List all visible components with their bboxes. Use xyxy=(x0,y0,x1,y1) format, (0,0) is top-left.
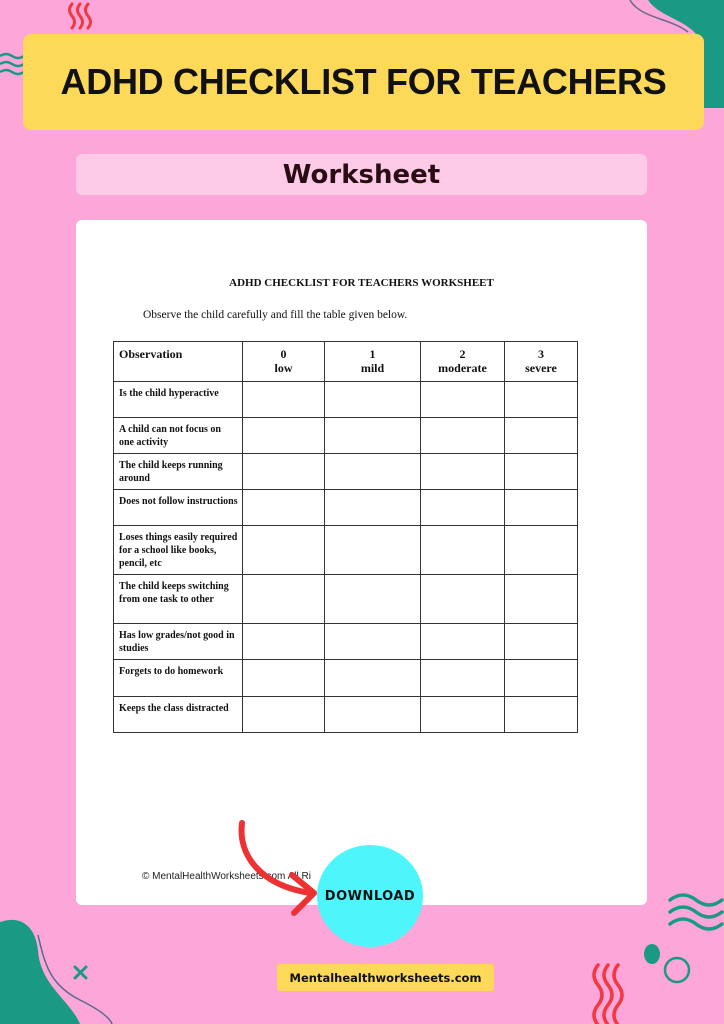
cell xyxy=(325,418,421,454)
title-banner xyxy=(23,34,704,130)
cell xyxy=(325,454,421,490)
cell xyxy=(243,624,325,660)
cell xyxy=(505,660,578,697)
site-link[interactable] xyxy=(277,964,494,991)
cell xyxy=(421,697,505,733)
teal-wave-right-icon xyxy=(670,895,722,929)
table-row: Keeps the class distracted xyxy=(114,697,578,733)
red-squiggle-bottom-icon xyxy=(594,965,622,1024)
cell xyxy=(243,454,325,490)
column-header-observation: Observation xyxy=(114,342,243,382)
table-row: A child can not focus on one activity xyxy=(114,418,578,454)
teal-blob-bottom-left xyxy=(0,920,80,1024)
cell xyxy=(325,624,421,660)
cell xyxy=(243,575,325,624)
cell xyxy=(325,490,421,526)
worksheet-instruction: Observe the child carefully and fill the table given below. xyxy=(143,309,408,321)
cell xyxy=(243,660,325,697)
cell xyxy=(505,454,578,490)
cell xyxy=(421,575,505,624)
cell xyxy=(505,526,578,575)
cell xyxy=(421,454,505,490)
cell xyxy=(421,490,505,526)
cell xyxy=(243,382,325,418)
page-title: ADHD CHECKLIST FOR TEACHERS xyxy=(60,61,667,102)
table-row: Is the child hyperactive xyxy=(114,382,578,418)
cell xyxy=(505,697,578,733)
cell xyxy=(505,624,578,660)
cell xyxy=(421,418,505,454)
cell xyxy=(421,660,505,697)
download-label: DOWNLOAD xyxy=(324,888,416,904)
cell xyxy=(505,575,578,624)
worksheet-preview xyxy=(76,220,647,905)
site-link-label: Mentalhealthworksheets.com xyxy=(289,970,482,985)
cell xyxy=(325,697,421,733)
cell xyxy=(421,382,505,418)
cell xyxy=(243,490,325,526)
red-squiggle-icon xyxy=(70,4,91,28)
x-mark-icon xyxy=(75,967,86,978)
column-header-severe: 3 severe xyxy=(505,342,578,382)
table-row: Loses things easily required for a school like books, pencil, etc xyxy=(114,526,578,575)
table-row: The child keeps switching from one task to other xyxy=(114,575,578,624)
table-row: Does not follow instructions xyxy=(114,490,578,526)
teal-ring-icon xyxy=(665,958,689,982)
subtitle-banner xyxy=(76,154,647,195)
cell xyxy=(325,382,421,418)
copyright-footer: © MentalHealthWorksheets.com All Ri xyxy=(142,871,311,882)
cell xyxy=(505,382,578,418)
cell xyxy=(505,418,578,454)
column-header-low: 0 low xyxy=(243,342,325,382)
cell xyxy=(243,418,325,454)
cell xyxy=(325,660,421,697)
checklist-table xyxy=(113,341,578,733)
cell xyxy=(421,526,505,575)
table-row: The child keeps running around xyxy=(114,454,578,490)
arrow-icon xyxy=(230,815,330,925)
column-header-mild: 1 mild xyxy=(325,342,421,382)
table-row: Has low grades/not good in studies xyxy=(114,624,578,660)
page-subtitle: Worksheet xyxy=(282,159,441,190)
worksheet-title: ADHD CHECKLIST FOR TEACHERS WORKSHEET xyxy=(229,277,494,289)
cell xyxy=(505,490,578,526)
table-header-row xyxy=(114,342,578,382)
column-header-moderate: 2 moderate xyxy=(421,342,505,382)
cell xyxy=(421,624,505,660)
cell xyxy=(243,697,325,733)
table-row: Forgets to do homework xyxy=(114,660,578,697)
cell xyxy=(325,526,421,575)
download-button[interactable] xyxy=(317,845,423,947)
cell xyxy=(325,575,421,624)
teal-dot-icon xyxy=(644,944,660,964)
teal-wave-icon xyxy=(0,54,24,74)
cell xyxy=(243,526,325,575)
